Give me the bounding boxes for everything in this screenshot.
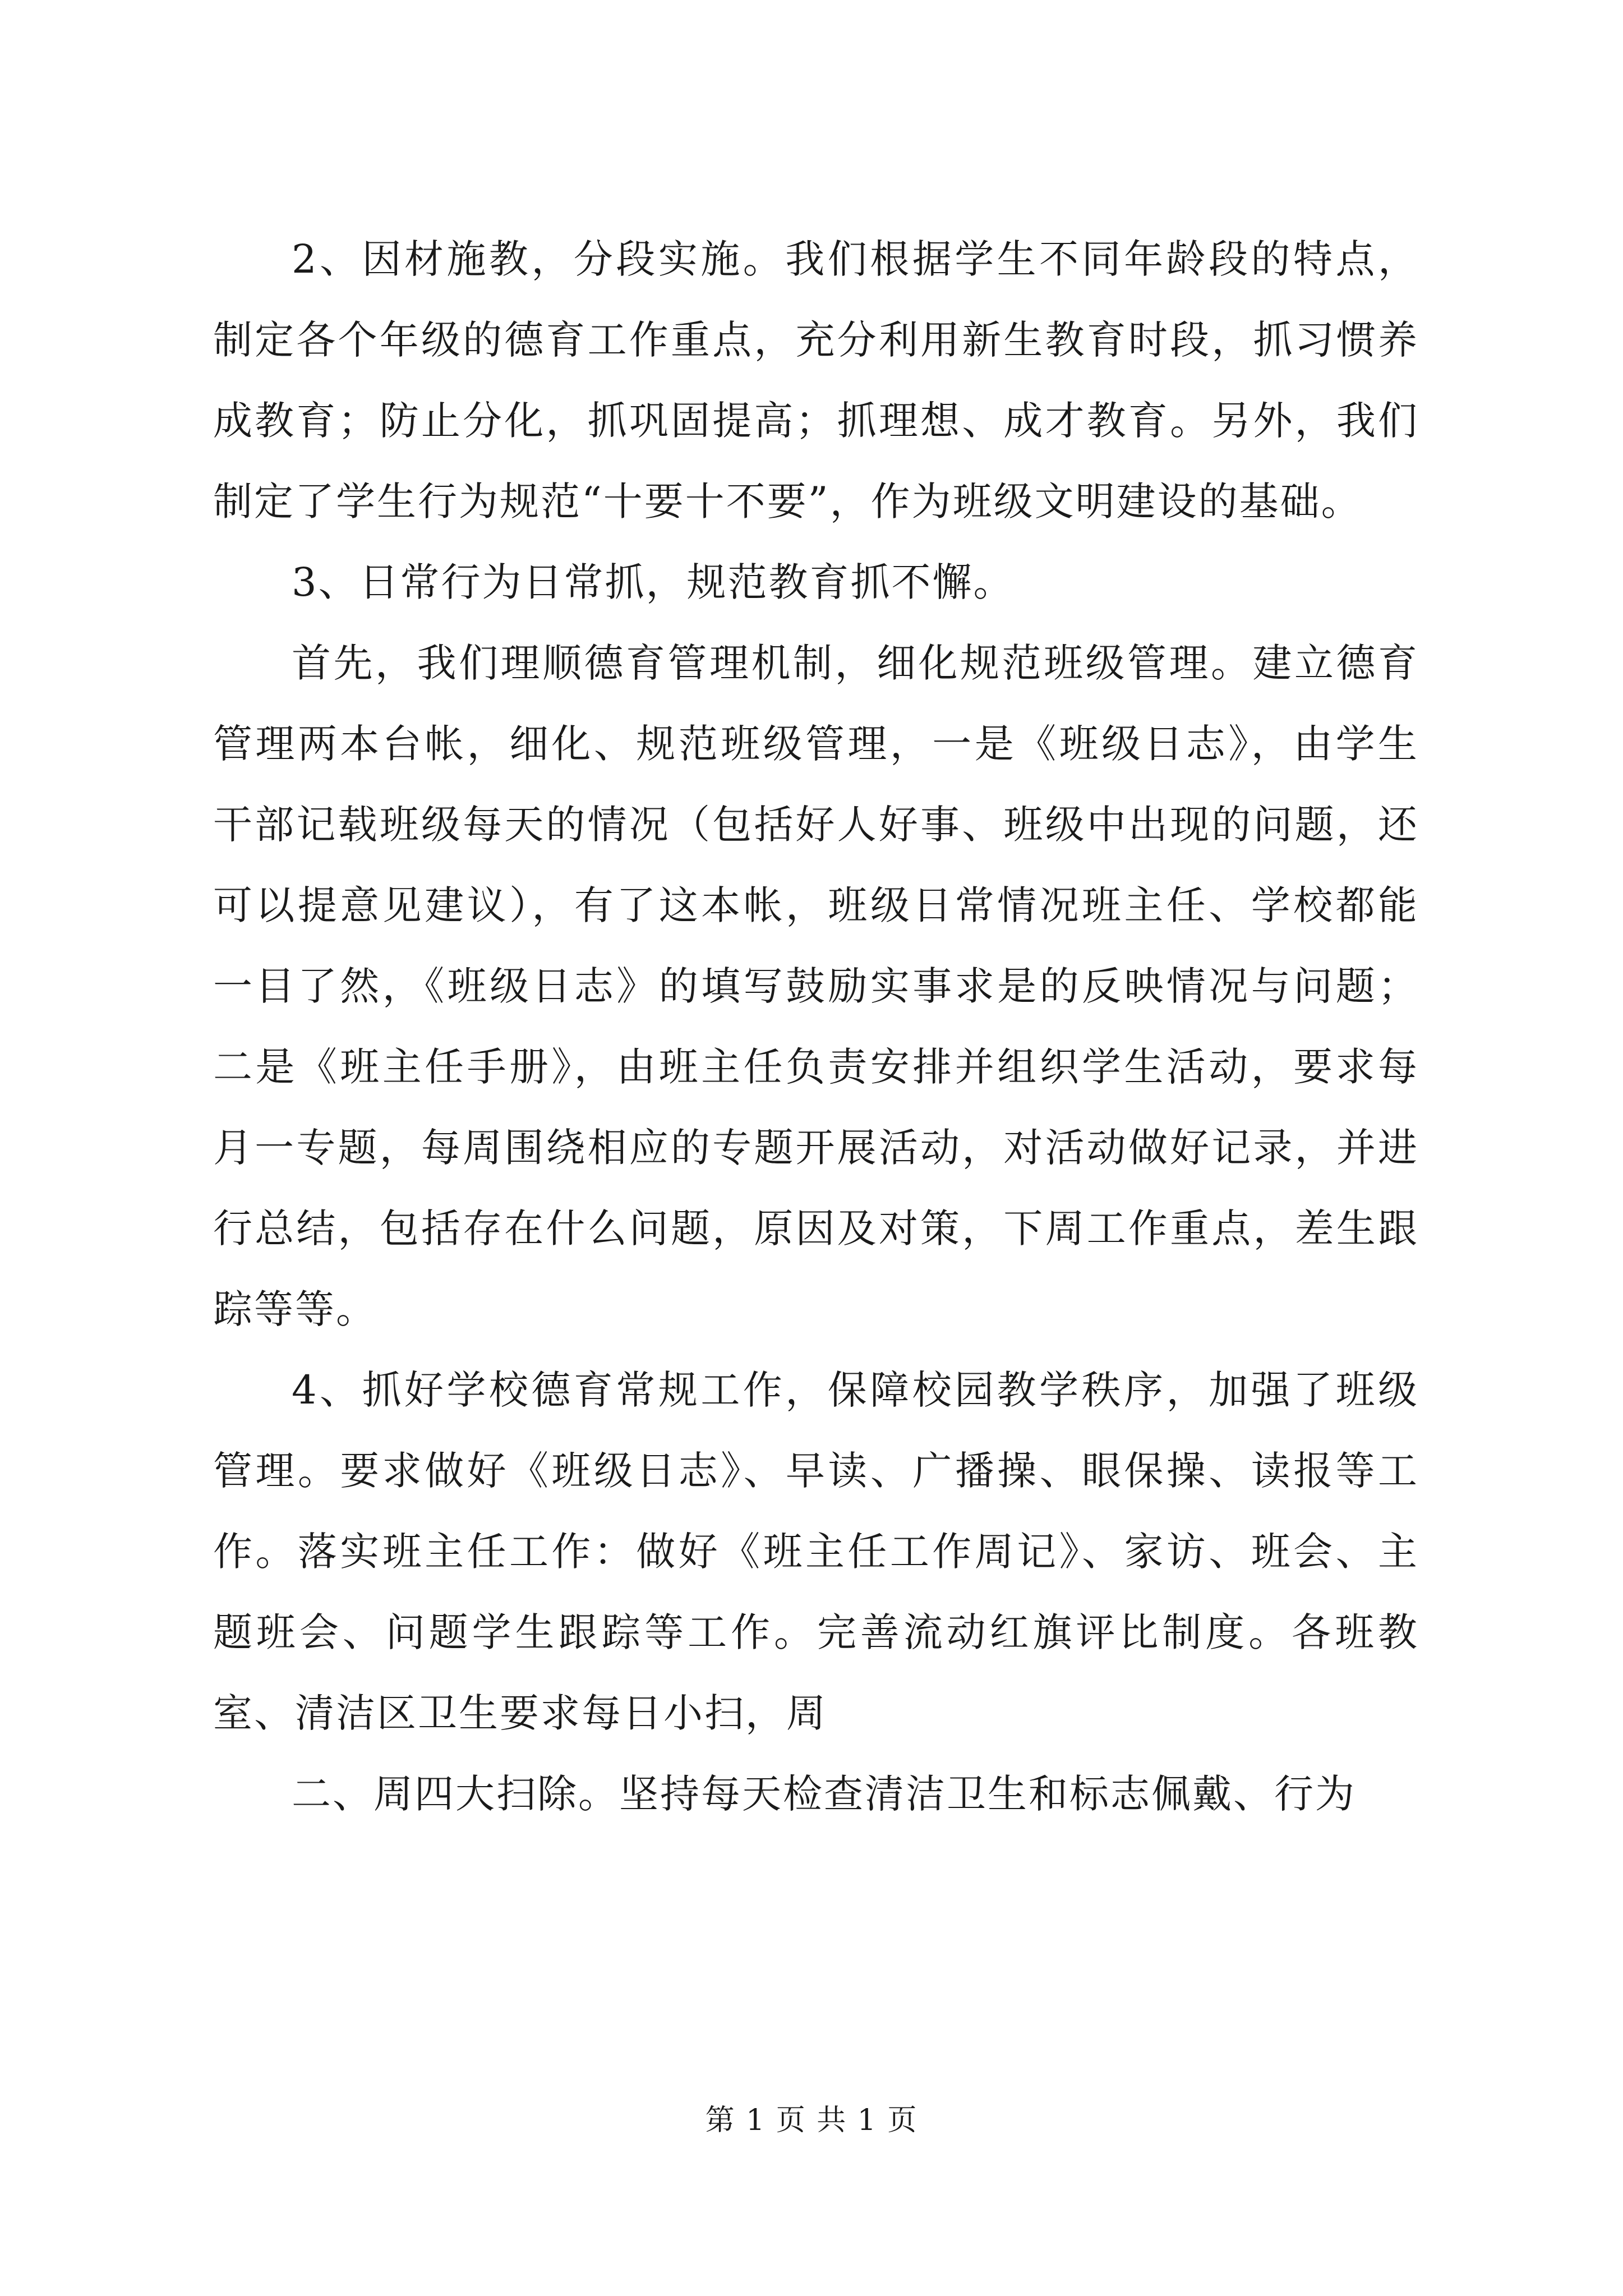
paragraph-daily-behavior-heading: 3、日常行为日常抓，规范教育抓不懈。: [292, 559, 1015, 605]
paragraph-thursday-cleaning: 二、周四大扫除。坚持每天检查清洁卫生和标志佩戴、行为: [292, 1771, 1356, 1817]
document-body: [213, 219, 1419, 1834]
paragraph-teaching-by-stage: 2、因材施教，分段实施。我们根据学生不同年龄段的特点，制定各个年级的德育工作重点，充分利用新生教育时段，抓习惯养成教育；防止分化，抓巩固提高；抓理想、成才教育。另外，我们制定了学生行为规范“十要十不要”，作为班级文明建设的基础。: [213, 236, 1419, 524]
page-footer: 第 1 页 共 1 页: [705, 2104, 918, 2137]
paragraph-routine-work: 4、抓好学校德育常规工作，保障校园教学秩序，加强了班级管理。要求做好《班级日志》、早读、广播操、眼保操、读报等工作。落实班主任工作：做好《班主任工作周记》、家访、班会、主题班会、问题学生跟踪等工作。完善流动红旗评比制度。各班教室、清洁区卫生要求每日小扫，周: [213, 1367, 1419, 1736]
paragraph-management-mechanism: 首先，我们理顺德育管理机制，细化规范班级管理。建立德育管理两本台帐，细化、规范班级管理，一是《班级日志》，由学生干部记载班级每天的情况（包括好人好事、班级中出现的问题，还可以提意见建议），有了这本帐，班级日常情况班主任、学校都能一目了然，《班级日志》的填写鼓励实事求是的反映情况与问题；二是《班主任手册》，由班主任负责安排并组织学生活动，要求每月一专题，每周围绕相应的专题开展活动，对活动做好记录，并进行总结，包括存在什么问题，原因及对策，下周工作重点，差生跟踪等等。: [213, 640, 1419, 1332]
